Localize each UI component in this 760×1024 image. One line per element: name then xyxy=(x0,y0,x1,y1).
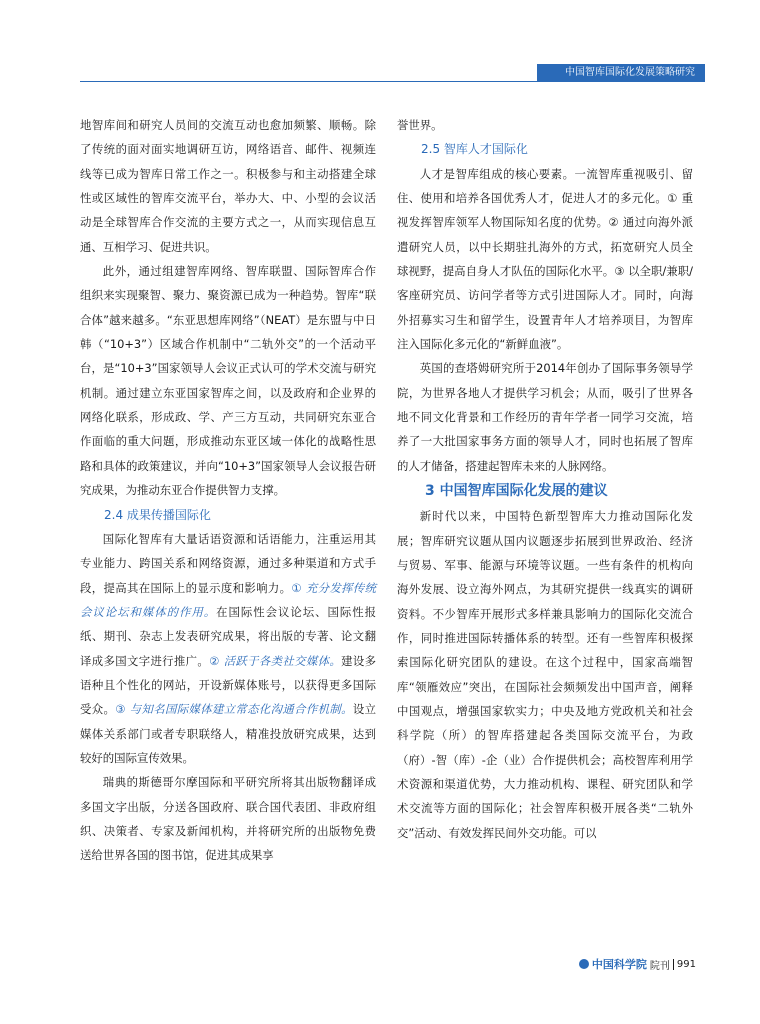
footer-divider xyxy=(673,959,674,970)
paragraph: 地智库间和研究人员间的交流互动也愈加频繁、顺畅。除了传统的面对面实地调研互访，网络语音、邮件、视频连线等已成为智库日常工作之一。积极参与和主动搭建全球性或区域性的智库交流平台，举办大、中、小型的会议活动是全球智库合作交流的主要方式之一，从而实现信息互通、互相学习、促进共识。 xyxy=(80,118,376,254)
text-run: 国际化智库有大量话语资源和话语能力，注重运用其专业能力、跨国关系和网络资源，通过多种渠道和方式手段，提高其在国际上的显示度和影响力。 xyxy=(80,531,376,595)
paragraph: 瑞典的斯德哥尔摩国际和平研究所将其出版物翻译成多国文字出版，分送各国政府、联合国代表团、非政府组织、决策者、专家及新闻机构，并将研究所的出版物免费送给世界各国的图书馆，促进其成果享 xyxy=(80,775,376,863)
page-footer xyxy=(579,956,696,972)
emphasis-point-2: ② 活跃于各类社交媒体。 xyxy=(209,653,342,668)
section-heading-3: 3 中国智库国际化发展的建议 xyxy=(425,483,608,500)
section-heading-2-4: 2.4 成果传播国际化 xyxy=(104,507,211,522)
journal-suffix: 院刊 xyxy=(649,960,670,972)
emphasis-point-1: ① 充分发挥传统会议论坛和媒体的作用。 xyxy=(80,580,376,619)
paragraph: 人才是智库组成的核心要素。一流智库重视吸引、留住、使用和培养各国优秀人才，促进人才的多元化。① 重视发挥智库领军人物国际知名度的优势。② 通过向海外派遣研究人员，以中长期驻扎海外的方式，拓宽研究人员全球视野，提高自身人才队伍的国际化水平。③ 以全职/兼职/客座研究员、访问学者等方式引进国际人才。同时，向海外招募实习生和留学生，设置青年人才培养项目，为智库注入国际化多元化的“新鲜血液”。 xyxy=(397,166,693,352)
paragraph: 誉世界。 xyxy=(397,118,443,132)
header-rule xyxy=(80,81,705,82)
text-run: 设立媒体关系部门或者专职联络人，精准投放研究成果，达到较好的国际宣传效果。 xyxy=(80,702,376,765)
running-header xyxy=(537,64,705,81)
text-run: 建设多语种且个性化的网站，开设新媒体账号，以获得更多国际受众。 xyxy=(80,653,376,717)
right-column xyxy=(397,113,693,845)
text-run: 在国际性会议论坛、国际性报纸、期刊、杂志上发表研究成果，将出版的专著、论文翻译成多国文字进行推广。 xyxy=(80,604,376,668)
paragraph: 英国的查塔姆研究所于2014年创办了国际事务领导学院，为世界各地人才提供学习机会；从而，吸引了世界各地不同文化背景和工作经历的青年学者一同学习交流，培养了一大批国家事务方面的领导人才，同时也拓展了智库的人才储备，搭建起智库未来的人脉网络。 xyxy=(397,361,693,473)
emphasis-point-3: ③ 与知名国际媒体建立常态化沟通合作机制。 xyxy=(115,702,353,717)
section-heading-2-5: 2.5 智库人才国际化 xyxy=(421,142,528,157)
paragraph xyxy=(80,527,376,770)
journal-logo-icon xyxy=(579,959,589,969)
journal-logo: 中国科学院 xyxy=(591,958,647,971)
running-header-title: 中国智库国际化发展策略研究 xyxy=(565,67,695,78)
page-number: 991 xyxy=(676,958,696,970)
paragraph: 此外，通过组建智库网络、智库联盟、国际智库合作组织来实现聚智、聚力、聚资源已成为一种趋势。智库“联合体”越来越多。“东亚思想库网络”（NEAT）是东盟与中日韩（“10+3”）区域合作机制中“二轨外交”的一个活动平台，是“10+3”国家领导人会议正式认可的学术交流与研究机制。通过建立东亚国家智库之间，以及政府和企业界的网络化联系，形成政、学、产三方互动，共同研究东亚合作面临的重大问题，形成推动东亚区域一体化的战略性思路和具体的政策建议，并向“10+3”国家领导人会议报告研究成果，为推动东亚合作提供智力支撑。 xyxy=(80,264,376,498)
paragraph: 新时代以来，中国特色新型智库大力推动国际化发展；智库研究议题从国内议题逐步拓展到世界政治、经济与贸易、军事、能源与环境等议题。一些有条件的机构向海外发展、设立海外网点，为其研究提供一线真实的调研资料。不少智库开展形式多样兼具影响力的国际化交流合作，同时推进国际转播体系的转型。还有一些智库积极探索国际化研究团队的建设。在这个过程中，国家高端智库“领雁效应”突出，在国际社会频频发出中国声音，阐释中国观点，增强国家软实力；中央及地方党政机关和社会科学院（所）的智库搭建起各类国际交流平台，为政（府）-智（库）-企（业）合作提供机会；高校智库利用学术资源和渠道优势，大力推动机构、课程、研究团队和学术交流等方面的国际化；社会智库积极开展各类“二轨外交”活动、有效发挥民间外交功能。可以 xyxy=(397,509,693,840)
left-column xyxy=(80,113,376,868)
